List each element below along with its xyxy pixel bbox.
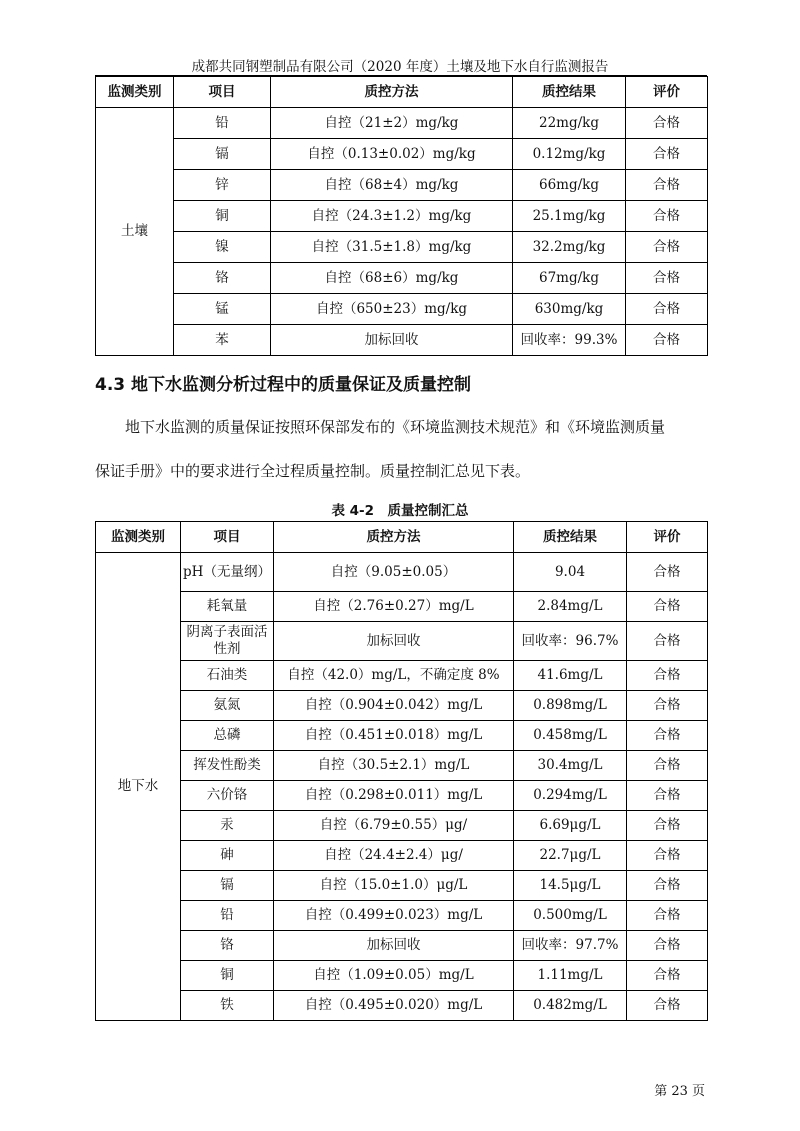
result-cell: 回收率：99.3% xyxy=(513,325,626,356)
table-row xyxy=(96,961,708,991)
paragraph-line-1: 地下水监测的质量保证按照环保部发布的《环境监测技术规范》和《环境监测质量 xyxy=(125,418,666,436)
item-cell: 苯 xyxy=(174,325,271,356)
method-cell: 自控（0.499±0.023）mg/L xyxy=(274,901,514,931)
result-cell: 6.69μg/L xyxy=(514,811,627,841)
method-cell: 自控（0.904±0.042）mg/L xyxy=(274,691,514,721)
col-header-evaluation: 评价 xyxy=(626,77,708,108)
col-header-result: 质控结果 xyxy=(514,522,627,553)
table-row xyxy=(96,592,708,622)
table-row xyxy=(96,622,708,661)
method-cell: 自控（24.4±2.4）μg/ xyxy=(274,841,514,871)
evaluation-cell: 合格 xyxy=(626,201,708,232)
result-cell: 22mg/kg xyxy=(513,108,626,139)
method-cell: 自控（30.5±2.1）mg/L xyxy=(274,751,514,781)
result-cell: 0.898mg/L xyxy=(514,691,627,721)
result-cell: 0.12mg/kg xyxy=(513,139,626,170)
result-cell: 25.1mg/kg xyxy=(513,201,626,232)
method-cell: 自控（0.298±0.011）mg/L xyxy=(274,781,514,811)
result-cell: 9.04 xyxy=(514,553,627,592)
method-cell: 加标回收 xyxy=(274,931,514,961)
evaluation-cell: 合格 xyxy=(627,901,708,931)
result-cell: 41.6mg/L xyxy=(514,661,627,691)
method-cell: 自控（0.451±0.018）mg/L xyxy=(274,721,514,751)
method-cell: 加标回收 xyxy=(271,325,513,356)
item-cell: 铅 xyxy=(174,108,271,139)
item-cell: 六价铬 xyxy=(181,781,274,811)
evaluation-cell: 合格 xyxy=(627,661,708,691)
col-header-category: 监测类别 xyxy=(96,522,181,553)
method-cell: 自控（650±23）mg/kg xyxy=(271,294,513,325)
soil-qc-table xyxy=(95,76,708,356)
table-row xyxy=(96,871,708,901)
item-cell: pH（无量纲） xyxy=(181,553,274,592)
col-header-evaluation: 评价 xyxy=(627,522,708,553)
item-cell: 铬 xyxy=(174,263,271,294)
method-cell: 自控（0.495±0.020）mg/L xyxy=(274,991,514,1021)
evaluation-cell: 合格 xyxy=(627,841,708,871)
item-cell: 汞 xyxy=(181,811,274,841)
table-row xyxy=(96,841,708,871)
result-cell: 30.4mg/L xyxy=(514,751,627,781)
result-cell: 0.294mg/L xyxy=(514,781,627,811)
table-row xyxy=(96,325,708,356)
item-cell: 石油类 xyxy=(181,661,274,691)
item-cell: 锌 xyxy=(174,170,271,201)
evaluation-cell: 合格 xyxy=(627,691,708,721)
item-cell: 铜 xyxy=(181,961,274,991)
item-cell: 镍 xyxy=(174,232,271,263)
method-cell: 自控（15.0±1.0）μg/L xyxy=(274,871,514,901)
evaluation-cell: 合格 xyxy=(626,108,708,139)
evaluation-cell: 合格 xyxy=(627,592,708,622)
item-cell: 镉 xyxy=(181,871,274,901)
evaluation-cell: 合格 xyxy=(626,232,708,263)
table-row xyxy=(96,931,708,961)
table-row xyxy=(96,991,708,1021)
method-cell: 自控（68±6）mg/kg xyxy=(271,263,513,294)
table-row xyxy=(96,170,708,201)
item-cell: 铬 xyxy=(181,931,274,961)
result-cell: 2.84mg/L xyxy=(514,592,627,622)
result-cell: 回收率：96.7% xyxy=(514,622,627,661)
method-cell: 自控（0.13±0.02）mg/kg xyxy=(271,139,513,170)
category-cell: 地下水 xyxy=(96,553,181,1021)
groundwater-qc-table xyxy=(95,521,708,1021)
item-cell: 砷 xyxy=(181,841,274,871)
evaluation-cell: 合格 xyxy=(626,325,708,356)
method-cell: 自控（6.79±0.55）μg/ xyxy=(274,811,514,841)
col-header-category: 监测类别 xyxy=(96,77,174,108)
table-caption: 表 4-2 质量控制汇总 xyxy=(331,503,469,519)
item-cell: 耗氧量 xyxy=(181,592,274,622)
method-cell: 自控（68±4）mg/kg xyxy=(271,170,513,201)
table-row xyxy=(96,691,708,721)
evaluation-cell: 合格 xyxy=(627,622,708,661)
table-header-row xyxy=(96,522,708,553)
item-cell: 铜 xyxy=(174,201,271,232)
evaluation-cell: 合格 xyxy=(626,263,708,294)
result-cell: 0.500mg/L xyxy=(514,901,627,931)
col-header-item: 项目 xyxy=(181,522,274,553)
evaluation-cell: 合格 xyxy=(627,721,708,751)
result-cell: 0.458mg/L xyxy=(514,721,627,751)
result-cell: 0.482mg/L xyxy=(514,991,627,1021)
result-cell: 1.11mg/L xyxy=(514,961,627,991)
table-row xyxy=(96,553,708,592)
evaluation-cell: 合格 xyxy=(627,553,708,592)
item-cell: 锰 xyxy=(174,294,271,325)
table-header-row xyxy=(96,77,708,108)
col-header-item: 项目 xyxy=(174,77,271,108)
item-cell: 铁 xyxy=(181,991,274,1021)
method-cell: 加标回收 xyxy=(274,622,514,661)
evaluation-cell: 合格 xyxy=(627,811,708,841)
method-cell: 自控（24.3±1.2）mg/kg xyxy=(271,201,513,232)
table-row xyxy=(96,901,708,931)
table-row xyxy=(96,721,708,751)
table-row xyxy=(96,781,708,811)
section-title: 4.3 地下水监测分析过程中的质量保证及质量控制 xyxy=(95,375,472,395)
item-cell: 挥发性酚类 xyxy=(181,751,274,781)
item-cell: 铅 xyxy=(181,901,274,931)
method-cell: 自控（1.09±0.05）mg/L xyxy=(274,961,514,991)
evaluation-cell: 合格 xyxy=(626,139,708,170)
result-cell: 回收率：97.7% xyxy=(514,931,627,961)
table-row xyxy=(96,108,708,139)
result-cell: 67mg/kg xyxy=(513,263,626,294)
table-row xyxy=(96,201,708,232)
paragraph-line-2: 保证手册》中的要求进行全过程质量控制。质量控制汇总见下表。 xyxy=(95,462,531,480)
item-cell: 氨氮 xyxy=(181,691,274,721)
result-cell: 66mg/kg xyxy=(513,170,626,201)
evaluation-cell: 合格 xyxy=(626,294,708,325)
result-cell: 22.7μg/L xyxy=(514,841,627,871)
method-cell: 自控（42.0）mg/L，不确定度 8% xyxy=(274,661,514,691)
col-header-result: 质控结果 xyxy=(513,77,626,108)
col-header-method: 质控方法 xyxy=(274,522,514,553)
evaluation-cell: 合格 xyxy=(627,931,708,961)
item-cell: 阴离子表面活性剂 xyxy=(181,622,274,661)
page-header: 成都共同钢塑制品有限公司（2020 年度）土壤及地下水自行监测报告 xyxy=(191,59,609,75)
result-cell: 14.5μg/L xyxy=(514,871,627,901)
method-cell: 自控（31.5±1.8）mg/kg xyxy=(271,232,513,263)
evaluation-cell: 合格 xyxy=(627,781,708,811)
table-row xyxy=(96,139,708,170)
evaluation-cell: 合格 xyxy=(627,961,708,991)
method-cell: 自控（9.05±0.05） xyxy=(274,553,514,592)
table-row xyxy=(96,294,708,325)
table-row xyxy=(96,661,708,691)
col-header-method: 质控方法 xyxy=(271,77,513,108)
table-row xyxy=(96,811,708,841)
item-cell: 总磷 xyxy=(181,721,274,751)
result-cell: 32.2mg/kg xyxy=(513,232,626,263)
method-cell: 自控（21±2）mg/kg xyxy=(271,108,513,139)
evaluation-cell: 合格 xyxy=(627,871,708,901)
item-cell: 镉 xyxy=(174,139,271,170)
page-number: 第 23 页 xyxy=(654,1084,705,1099)
method-cell: 自控（2.76±0.27）mg/L xyxy=(274,592,514,622)
evaluation-cell: 合格 xyxy=(626,170,708,201)
evaluation-cell: 合格 xyxy=(627,991,708,1021)
table-row xyxy=(96,263,708,294)
table-row xyxy=(96,232,708,263)
result-cell: 630mg/kg xyxy=(513,294,626,325)
evaluation-cell: 合格 xyxy=(627,751,708,781)
table-row xyxy=(96,751,708,781)
category-cell: 土壤 xyxy=(96,108,174,356)
